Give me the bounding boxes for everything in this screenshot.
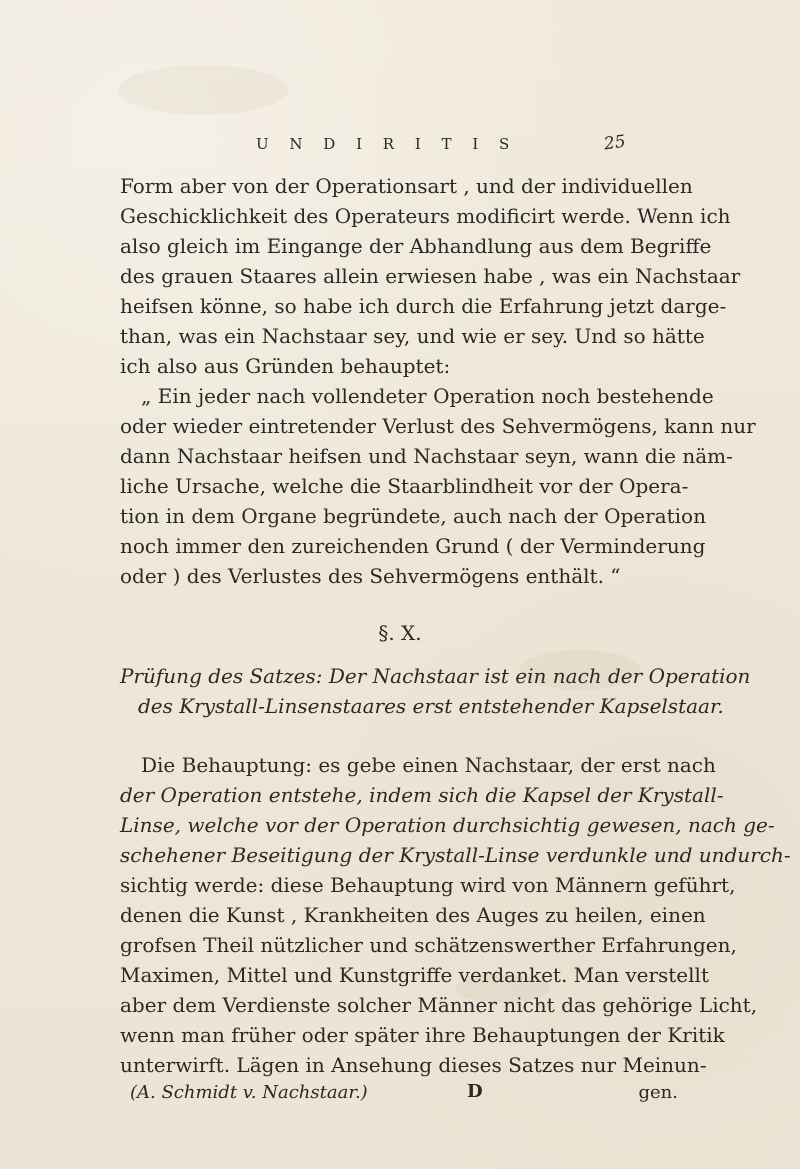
text-line: heifsen könne, so habe ich durch die Erfahrung jetzt darge- — [120, 294, 727, 318]
text-line: aber dem Verdienste solcher Männer nicht das gehörige Licht, — [120, 993, 758, 1017]
paper-stain — [118, 65, 288, 115]
text-line: der Operation entstehe, indem sich die Kapsel der Krystall- — [120, 783, 724, 807]
text-line: also gleich im Eingange der Abhandlung aus dem Begriffe — [120, 234, 712, 258]
text-line: unterwirft. Lägen in Ansehung dieses Satzes nur Meinun- — [120, 1053, 707, 1077]
text-line: denen die Kunst , Krankheiten des Auges zu heilen, einen — [120, 903, 706, 927]
text-line: Form aber von der Operationsart , und der individuellen — [120, 174, 693, 198]
text-line: Geschicklichkeit des Operateurs modificirt werde. Wenn ich — [120, 204, 731, 228]
text-line: des grauen Staares allein erwiesen habe , was ein Nachstaar — [120, 264, 741, 288]
quotation-line: noch immer den zureichenden Grund ( der Verminderung — [120, 534, 706, 558]
text-line: ich also aus Gründen behauptet: — [120, 354, 451, 378]
quotation-line: tion in dem Organe begründete, auch nach der Operation — [120, 504, 706, 528]
page-number: 25 — [603, 131, 628, 155]
footer-note: (A. Schmidt v. Nachstaar.) — [130, 1082, 368, 1103]
quotation-line: oder wieder eintretender Verlust des Sehvermögens, kann nur — [120, 414, 756, 438]
text-line: wenn man früher oder später ihre Behauptungen der Kritik — [120, 1023, 725, 1047]
quotation-line: liche Ursache, welche die Staarblindheit vor der Opera- — [120, 474, 689, 498]
text-line: Maximen, Mittel und Kunstgriffe verdanket. Man verstellt — [120, 963, 709, 987]
catchword: gen. — [638, 1082, 678, 1103]
text-line: grofsen Theil nützlicher und schätzenswerther Erfahrungen, — [120, 933, 737, 957]
text-line: sichtig werde: diese Behauptung wird von Männern geführt, — [120, 873, 736, 897]
section-heading-line: des Krystall-Linsenstaares erst entstehender Kapselstaar. — [138, 694, 724, 718]
running-head: U N D I R I T I S — [256, 135, 518, 153]
page-footer — [122, 1080, 678, 1106]
page-header — [256, 131, 628, 159]
text-line: Linse, welche vor der Operation durchsichtig gewesen, nach ge- — [120, 813, 775, 837]
text-line: than, was ein Nachstaar sey, und wie er sey. Und so hätte — [120, 324, 705, 348]
quotation-line: „ Ein jeder nach vollendeter Operation noch bestehende — [141, 384, 714, 408]
section-heading-line: Prüfung des Satzes: Der Nachstaar ist ein nach der Operation — [120, 664, 751, 688]
quotation-line: dann Nachstaar heifsen und Nachstaar seyn, wann die näm- — [120, 444, 733, 468]
quotation-line: oder ) des Verlustes des Sehvermögens enthält. “ — [120, 564, 621, 588]
text-line: schehener Beseitigung der Krystall-Linse verdunkle und undurch- — [120, 843, 791, 867]
text-line: Die Behauptung: es gebe einen Nachstaar, der erst nach — [141, 753, 716, 777]
signature-mark: D — [467, 1081, 483, 1102]
section-number: §. X. — [378, 621, 422, 645]
